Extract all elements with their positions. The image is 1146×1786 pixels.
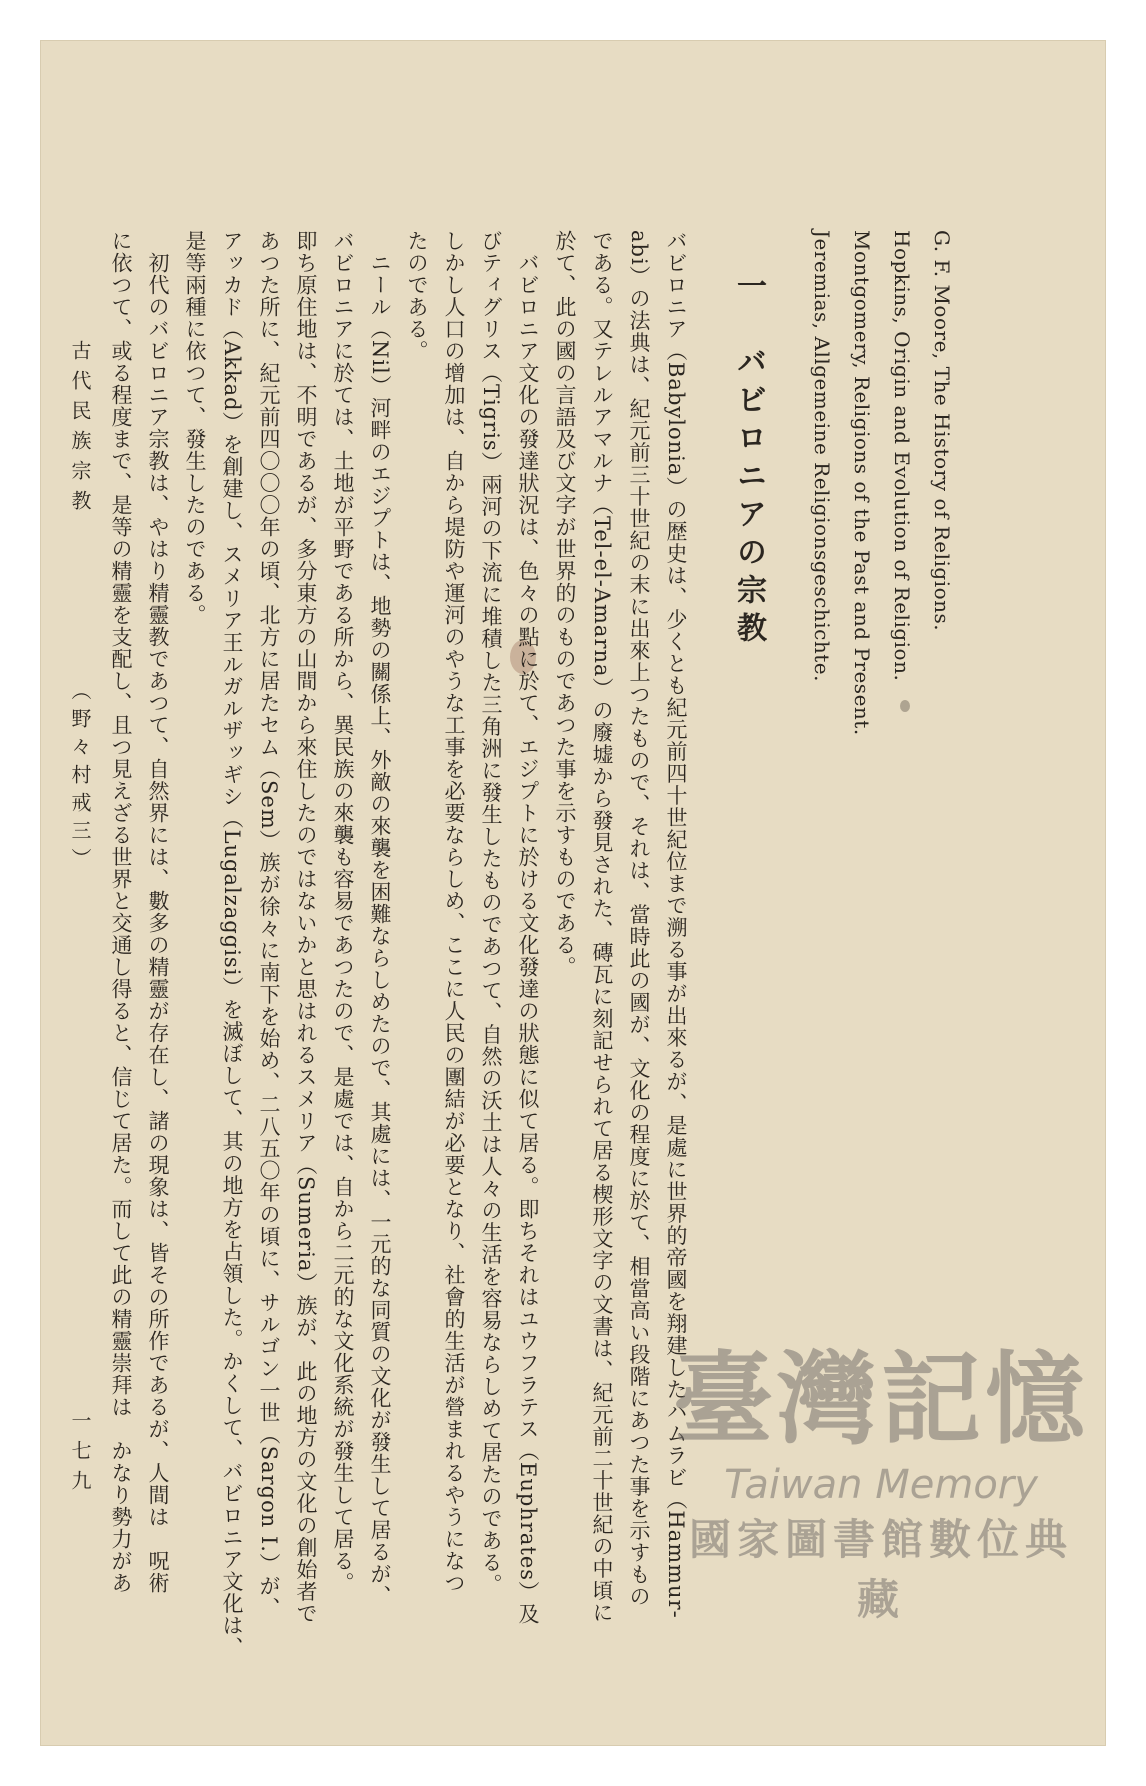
reference-line: Hopkins, Origin and Evolution of Religion. <box>890 230 914 682</box>
body-line: 是等兩種に依つて、發生したのである。 <box>183 230 207 626</box>
body-line: バビロニアに於ては、土地が平野である所から、異民族の來襲も容易であつたので、是處では、自から二元的な文化系統が發生して居る。 <box>331 230 355 1594</box>
ink-speck <box>900 700 910 712</box>
watermark-english: Taiwan Memory <box>724 1462 1038 1508</box>
watermark-chinese: 國家圖書館數位典藏 <box>688 1515 1073 1624</box>
body-line: ニール（Nil）河畔のエジプトは、地勢の關係上、外敵の來襲を困難ならしめたので、其處には、一元的な同質の文化が發生して居るが、 <box>368 230 392 1607</box>
watermark <box>671 1340 1091 1640</box>
body-line: アッカド（Akkad）を創建し、スメリア王ルガルザッギシ（Lugalzaggisi）を滅ぼして、其の地方を占領した。かくして、バビロニア文化は、 <box>220 230 244 1659</box>
body-line: たのである。 <box>405 230 429 362</box>
body-line: あつた所に、紀元前四〇〇〇年の頃、北方に居たセム（Sem）族が徐々に南下を始め、二八五〇年の頃に、サルゴン一世（Sargon I.）が、 <box>257 230 281 1619</box>
reference-line: Jeremias, Allgemeine Religionsgeschichte. <box>810 230 834 682</box>
body-line: バビロニア文化の發達狀況は、色々の點に於て、エジプトに於ける文化發達の狀態に似て居る。即ちそれはユウフラテス（Euphrates）及 <box>516 230 540 1626</box>
body-line: しかし人口の增加は、自から堤防や運河のやうな工事を必要ならしめ、ここに人民の團結が必要となり、社會的生活が營まれるやうになつ <box>442 230 466 1594</box>
footer-author: （野々村戒三） <box>68 680 92 876</box>
body-line: 即ち原住地は、不明であるが、多分東方の山間から來住したのではないかと思はれるスメリア（Sumeria）族が、此の地方の文化の創始者で <box>294 230 318 1625</box>
reference-line: Montgomery, Religions of the Past and Present. <box>850 230 874 736</box>
body-line: 初代のバビロニア宗教は、やはり精靈教であつて、自然界には、數多の精靈が存在し、諸の現象は、皆その所作であるが、人間は 呪術 <box>146 230 170 1594</box>
body-line: びティグリス（Tigris）兩河の下流に堆積した三角洲に發生したものであつて、自然の沃土は人々の生活を容易ならしめて居たのである。 <box>479 230 503 1596</box>
body-line: 於て、此の國の言語及び文字が世界的のものであつた事を示すものである。 <box>553 230 577 978</box>
watermark-logo: 臺灣記憶 <box>673 1341 1089 1458</box>
section-title: 一 バビロニアの宗教 <box>731 270 766 650</box>
body-line: に依つて、或る程度まで、是等の精靈を支配し、且つ見えざる世界と交通し得ると、信じて居た。而して此の精靈崇拜は かなり勢力があ <box>109 230 133 1594</box>
body-line: である。又テレルアマルナ（Tel-el-Amarna）の廢墟から發見された、磚瓦に刻記せられて居る楔形文字の文書は、紀元前二十世紀の中頃に <box>590 230 614 1624</box>
body-line: バビロニア（Babylonia）の歴史は、少くとも紀元前四十世紀位まで溯る事が出來るが、是處に世界的帝國を翔建したハムラビ（Hammur- <box>664 230 688 1619</box>
reference-line: G. F. Moore, The History of Religions. <box>930 230 954 632</box>
page-number: 一七九 <box>68 1410 92 1500</box>
body-line: abi）の法典は、紀元前三十世紀の末に出來上つたもので、それは、當時此の國が、文化の程度に於て、相當高い段階にあつた事を示すもの <box>627 230 651 1608</box>
footer-book-title: 古代民族宗教 <box>68 340 92 520</box>
